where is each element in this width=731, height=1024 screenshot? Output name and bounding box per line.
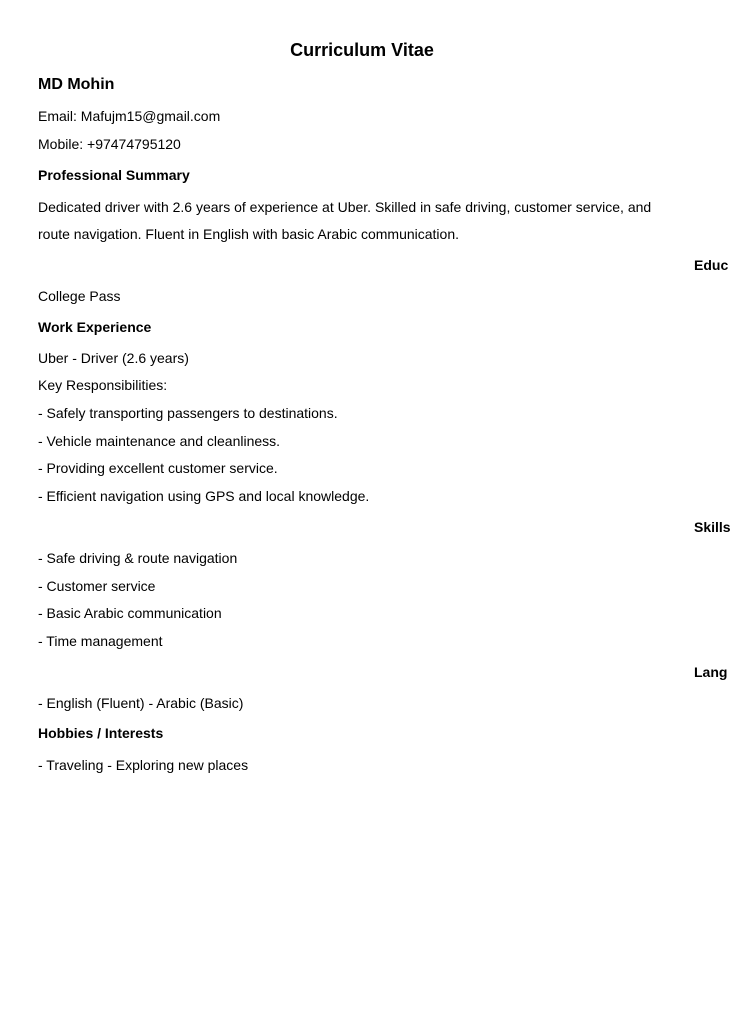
skill-item: - Customer service [38,578,156,594]
hobbies-heading: Hobbies / Interests [38,725,164,741]
skill-item: - Safe driving & route navigation [38,550,238,566]
work-item: - Efficient navigation using GPS and local knowledge. [38,488,370,504]
skill-item: - Basic Arabic communication [38,605,222,621]
skills-heading: Skills [694,519,731,535]
languages-heading: Lang [694,664,728,680]
hobbies-text: - Traveling - Exploring new places [38,757,249,773]
work-key-label: Key Responsibilities: [38,377,168,393]
candidate-name: MD Mohin [38,76,115,93]
work-item: - Providing excellent customer service. [38,460,278,476]
summary-heading: Professional Summary [38,167,190,183]
summary-line-1: Dedicated driver with 2.6 years of experience at Uber. Skilled in safe driving, customer service, and [38,199,652,215]
work-heading: Work Experience [38,319,152,335]
page-title: Curriculum Vitae [290,40,434,60]
email-line: Email: Mafujm15@gmail.com [38,108,221,124]
education-text: College Pass [38,288,121,304]
summary-line-2: route navigation. Fluent in English with basic Arabic communication. [38,226,459,242]
education-heading: Educ [694,257,729,273]
work-role: Uber - Driver (2.6 years) [38,350,189,366]
skill-item: - Time management [38,633,163,649]
mobile-line: Mobile: +97474795120 [38,136,181,152]
work-item: - Vehicle maintenance and cleanliness. [38,433,281,449]
languages-text: - English (Fluent) - Arabic (Basic) [38,695,244,711]
work-item: - Safely transporting passengers to destinations. [38,405,338,421]
